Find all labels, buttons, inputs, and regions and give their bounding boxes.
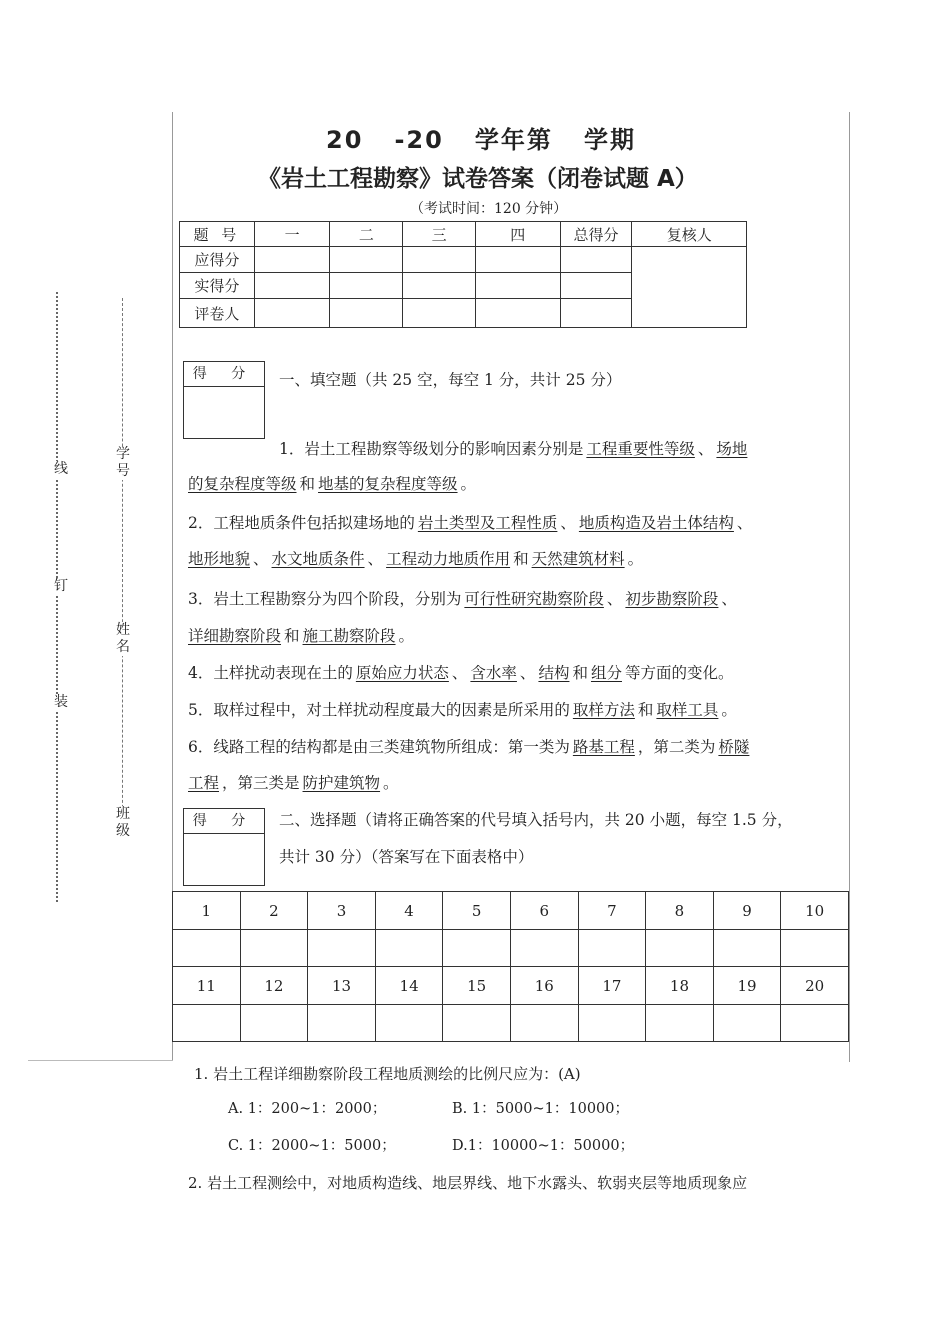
expected-score-1[interactable] — [254, 247, 330, 273]
q3-text: 3．岩土工程勘察分为四个阶段，分别为 — [188, 590, 462, 608]
q3-line1: 3．岩土工程勘察分为四个阶段，分别为 可行性研究勘察阶段 、 初步勘察阶段 、 — [188, 590, 737, 608]
q5-line — [188, 700, 737, 720]
row-label-grader: 评卷人 — [180, 299, 255, 328]
expected-score-3[interactable] — [403, 247, 476, 273]
row-label-expected: 应得分 — [180, 247, 255, 273]
margin-char-xian: 线 — [54, 461, 68, 477]
q2-blank4: 水文地质条件 — [271, 550, 365, 568]
q2-line2: 地形地貌 、 水文地质条件 、 工程动力地质作用 和 天然建筑材料 。 — [188, 550, 644, 568]
q2-blank2: 地质构造及岩土体结构 — [578, 514, 734, 532]
q6-blank2a: 桥隧 — [718, 738, 750, 756]
answer-number-9: 19 — [713, 967, 781, 1005]
score-header-1: 一 — [254, 222, 330, 247]
q3-blank4: 施工勘察阶段 — [302, 627, 396, 645]
answer-number-10: 10 — [781, 892, 849, 930]
answer-number-7: 7 — [578, 892, 646, 930]
q1-and: 和 — [299, 475, 316, 493]
answer-number-2: 12 — [240, 967, 308, 1005]
q3-line2 — [188, 626, 414, 646]
answer-cell-4[interactable] — [375, 1005, 443, 1042]
answer-cell-7[interactable] — [578, 930, 646, 967]
exam-time: （考试时间：120 分钟） — [410, 201, 568, 217]
student-name-label: 姓名 — [116, 622, 130, 655]
answer-number-4: 14 — [375, 967, 443, 1005]
answer-number-3: 13 — [308, 967, 376, 1005]
answer-cell-9[interactable] — [713, 1005, 781, 1042]
q6-third: ，第三类是 — [222, 774, 300, 792]
grader-1[interactable] — [254, 299, 330, 328]
section2-title-line2: 共计 30 分）（答案写在下面表格中） — [279, 848, 534, 866]
q6-blank1: 路基工程 — [572, 738, 635, 756]
answer-cell-8[interactable] — [646, 930, 714, 967]
mc-q1-option-b: B. 1：5000~1：10000； — [452, 1101, 630, 1117]
student-class-label: 班级 — [116, 806, 130, 839]
q6-line1 — [188, 737, 752, 757]
score-box-label: 得 分 — [184, 362, 264, 387]
answer-number-8: 8 — [646, 892, 714, 930]
q4-tail: 等方面的变化。 — [624, 664, 734, 682]
q6-end: 。 — [383, 774, 399, 792]
answer-cell-2[interactable] — [240, 930, 308, 967]
q5-text: 5．取样过程中，对土样扰动程度最大的因素是所采用的 — [188, 701, 570, 719]
answer-number-1: 11 — [173, 967, 241, 1005]
answer-cell-1[interactable] — [173, 1005, 241, 1042]
q2-end: 。 — [627, 550, 644, 568]
margin-char-ding: 钉 — [54, 578, 68, 594]
mc-q2: 2. 岩土工程测绘中，对地质构造线、地层界线、地下水露头、软弱夹层等地质现象应 — [188, 1174, 748, 1192]
grader-2[interactable] — [330, 299, 403, 328]
answer-cell-3[interactable] — [308, 1005, 376, 1042]
student-info-dashed-line — [122, 298, 123, 838]
mc-q1: 1. 岩土工程详细勘察阶段工程地质测绘的比例尺应为：(A) — [194, 1065, 581, 1083]
q1-blank2b: 的复杂程度等级 — [188, 475, 297, 493]
answer-cell-2[interactable] — [240, 1005, 308, 1042]
answer-cell-4[interactable] — [375, 930, 443, 967]
answer-cell-6[interactable] — [510, 930, 578, 967]
answer-number-2: 2 — [240, 892, 308, 930]
section1-score-box[interactable] — [183, 361, 265, 439]
q5-blank1: 取样方法 — [572, 701, 635, 719]
q1-sep: 、 — [697, 440, 714, 458]
score-box-label-2: 得 分 — [184, 809, 264, 834]
right-frame-line — [849, 112, 850, 1062]
expected-score-2[interactable] — [330, 247, 403, 273]
mc-q1-option-c: C. 1：2000~1：5000； — [228, 1138, 396, 1154]
actual-score-1[interactable] — [254, 273, 330, 299]
score-header-4: 四 — [475, 222, 560, 247]
q1-end: 。 — [460, 475, 477, 493]
answer-cell-5[interactable] — [443, 1005, 511, 1042]
answer-cell-10[interactable] — [781, 930, 849, 967]
q3-and: 和 — [284, 627, 300, 645]
q2-blank5: 工程动力地质作用 — [386, 550, 511, 568]
q4-blank1: 原始应力状态 — [355, 664, 449, 682]
answer-number-6: 16 — [510, 967, 578, 1005]
q4-blank3: 结构 — [538, 664, 570, 682]
q2-text: 2．工程地质条件包括拟建场地的 — [188, 514, 415, 532]
q5-and: 和 — [637, 701, 654, 719]
score-header-number: 题 号 — [180, 222, 255, 247]
grader-4[interactable] — [475, 299, 560, 328]
q6-mid: ，第二类为 — [637, 738, 716, 756]
q5-end: 。 — [721, 701, 737, 719]
bottom-frame-line — [28, 1060, 173, 1061]
answer-table — [172, 891, 849, 1042]
answer-cell-1[interactable] — [173, 930, 241, 967]
binding-dotted-line — [56, 292, 58, 902]
mc-q1-option-d: D.1：10000~1：50000； — [452, 1138, 635, 1154]
q4-text: 4．土样扰动表现在土的 — [188, 664, 353, 682]
section2-title-line1: 二、选择题（请将正确答案的代号填入括号内，共 20 小题，每空 1.5 分， — [279, 811, 793, 829]
q5-blank2: 取样工具 — [656, 701, 719, 719]
q4-blank2: 含水率 — [470, 664, 517, 682]
q6-blank2b: 工程 — [188, 774, 220, 792]
q1-line2 — [188, 474, 476, 494]
reviewer-cell[interactable] — [632, 247, 747, 328]
answer-number-5: 5 — [443, 892, 511, 930]
q2-and: 和 — [513, 550, 529, 568]
q4-and: 和 — [572, 664, 588, 682]
actual-score-total[interactable] — [560, 273, 632, 299]
q1-blank1: 工程重要性等级 — [586, 440, 695, 458]
student-id-label: 学号 — [116, 446, 130, 479]
q1-text: 1．岩土工程勘察等级划分的影响因素分别是 — [279, 440, 584, 458]
answer-number-4: 4 — [375, 892, 443, 930]
q1-blank2a: 场地 — [716, 440, 748, 458]
row-label-actual: 实得分 — [180, 273, 255, 299]
q6-blank3: 防护建筑物 — [302, 774, 381, 792]
q3-blank1: 可行性研究勘察阶段 — [464, 590, 604, 608]
q3-blank2: 初步勘察阶段 — [625, 590, 719, 608]
answer-cell-3[interactable] — [308, 930, 376, 967]
actual-score-3[interactable] — [403, 273, 476, 299]
q2-blank3: 地形地貌 — [188, 550, 251, 568]
section1-title: 一、填空题（共 25 空，每空 1 分，共计 25 分） — [279, 371, 622, 389]
score-table — [179, 221, 747, 328]
answer-cell-5[interactable] — [443, 930, 511, 967]
q2-blank1: 岩土类型及工程性质 — [417, 514, 558, 532]
expected-score-4[interactable] — [475, 247, 560, 273]
mc-q1-option-a: A. 1：200~1：2000； — [228, 1101, 387, 1117]
q1-blank3: 地基的复杂程度等级 — [318, 475, 458, 493]
score-header-total: 总得分 — [560, 222, 632, 247]
q6-line2 — [188, 773, 399, 793]
actual-score-4[interactable] — [475, 273, 560, 299]
academic-year-title: 20 -20 学年第 学期 — [326, 126, 636, 154]
answer-number-10: 20 — [781, 967, 849, 1005]
answer-number-5: 15 — [443, 967, 511, 1005]
answer-cell-8[interactable] — [646, 1005, 714, 1042]
section2-score-box[interactable] — [183, 808, 265, 886]
answer-number-1: 1 — [173, 892, 241, 930]
q1-line1 — [279, 439, 750, 459]
q2-blank6: 天然建筑材料 — [531, 550, 625, 568]
score-header-2: 二 — [330, 222, 403, 247]
score-header-reviewer: 复核人 — [632, 222, 747, 247]
margin-char-zhuang: 装 — [54, 694, 68, 710]
answer-cell-7[interactable] — [578, 1005, 646, 1042]
answer-number-8: 18 — [646, 967, 714, 1005]
answer-number-6: 6 — [510, 892, 578, 930]
answer-cell-9[interactable] — [713, 930, 781, 967]
q3-end: 。 — [398, 627, 415, 645]
q4-blank4: 组分 — [590, 664, 622, 682]
answer-number-3: 3 — [308, 892, 376, 930]
grader-3[interactable] — [403, 299, 476, 328]
actual-score-2[interactable] — [330, 273, 403, 299]
answer-number-7: 17 — [578, 967, 646, 1005]
expected-score-total[interactable] — [560, 247, 632, 273]
exam-title: 《岩土工程勘察》试卷答案（闭卷试题 A） — [258, 166, 698, 192]
score-header-3: 三 — [403, 222, 476, 247]
answer-number-9: 9 — [713, 892, 781, 930]
q6-text: 6．线路工程的结构都是由三类建筑物所组成：第一类为 — [188, 738, 570, 756]
answer-cell-6[interactable] — [510, 1005, 578, 1042]
q3-blank3: 详细勘察阶段 — [188, 627, 282, 645]
answer-cell-10[interactable] — [781, 1005, 849, 1042]
q2-line1: 2．工程地质条件包括拟建场地的 岩土类型及工程性质 、 地质构造及岩土体结构 、 — [188, 514, 753, 532]
grader-total[interactable] — [560, 299, 632, 328]
q4-line: 4．土样扰动表现在土的 原始应力状态 、 含水率 、 结构 和 组分 等方面的变化。 — [188, 664, 734, 682]
